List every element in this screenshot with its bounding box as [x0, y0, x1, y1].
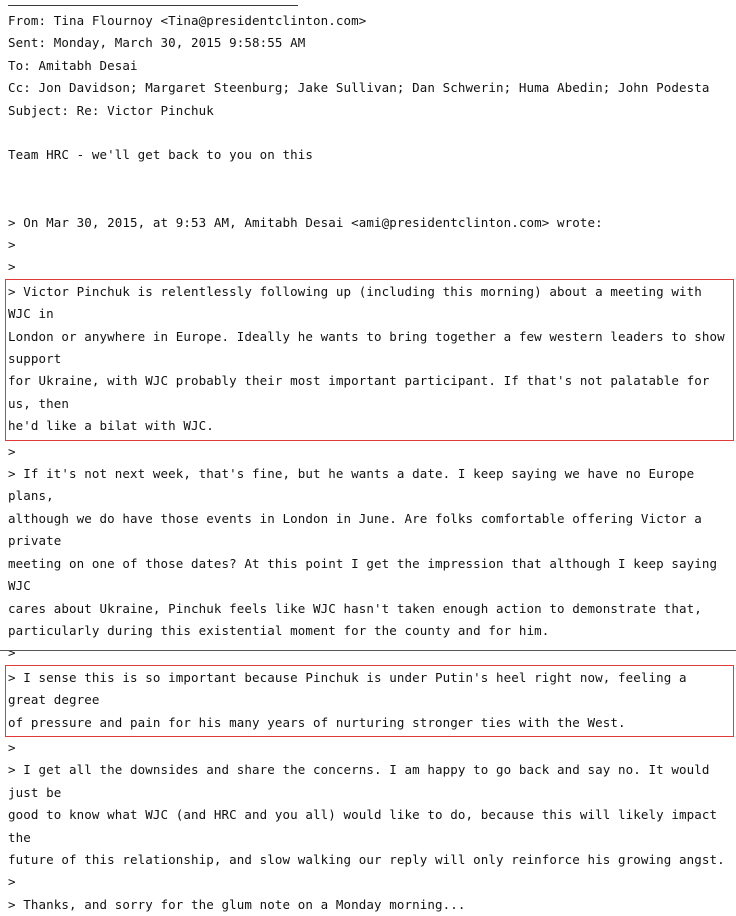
paragraph-5 [8, 894, 728, 916]
quoted-line: future of this relationship, and slow walking our reply will only reinforce his growing angst. [8, 851, 725, 867]
highlighted-paragraph-2 [5, 665, 734, 737]
quoted-line: good to know what WJC (and HRC and you all) would like to do, because this will likely impact the [8, 807, 725, 845]
quoted-line: of pressure and pain for his many years of nurturing stronger ties with the West. [8, 714, 626, 730]
header-from: From: Tina Flournoy <Tina@presidentclinton.com> [8, 13, 367, 28]
bottom-divider-rule [0, 650, 736, 651]
quoted-line: although we do have those events in London in June. Are folks comfortable offering Victor a private [8, 510, 710, 549]
quoted-line: for Ukraine, with WJC probably their most important participant. If that's not palatable for us, then [8, 373, 718, 411]
quoted-line: he'd like a bilat with WJC. [8, 418, 214, 434]
highlighted-paragraph-1 [5, 279, 734, 441]
quoted-line: > Thanks, and sorry for the glum note on a Monday morning... [8, 896, 466, 912]
reply-note: Team HRC - we'll get back to you on this [8, 147, 314, 163]
paragraph-2 [8, 463, 728, 642]
quote-marker-6: > [8, 874, 16, 890]
quoted-line: cares about Ukraine, Pinchuk feels like WJC hasn't taken enough action to demonstrate that, [8, 600, 702, 616]
quoted-line: > I sense this is so important because Pinchuk is under Putin's heel right now, feeling a great degree [8, 669, 695, 708]
spacer-2 [8, 189, 728, 211]
header-cc: Cc: Jon Davidson; Margaret Steenburg; Jake Sullivan; Dan Schwerin; Huma Abedin; John Podesta [8, 80, 710, 96]
spacer-after-headers [8, 122, 728, 144]
paragraph-4 [8, 759, 728, 871]
quoted-line: meeting on one of those dates? At this point I get the impression that although I keep saying WJC [8, 555, 725, 594]
quoted-line: > If it's not next week, that's fine, but he wants a date. I keep saying we have no Europe plans, [8, 466, 702, 504]
quoted-line: particularly during this existential moment for the county and for him. [8, 622, 550, 638]
quote-marker-2: > [8, 259, 16, 275]
email-body [8, 144, 733, 916]
quote-marker-3: > [8, 443, 16, 459]
header-to: To: Amitabh Desai [8, 57, 138, 73]
quote-attribution: > On Mar 30, 2015, at 9:53 AM, Amitabh Desai <ami@presidentclinton.com> wrote: [8, 214, 603, 230]
header-sent: Sent: Monday, March 30, 2015 9:58:55 AM [8, 35, 306, 51]
quote-marker-4: > [8, 645, 16, 661]
quoted-line: London or anywhere in Europe. Ideally he wants to bring together a few western leaders to show support [8, 328, 733, 367]
quoted-line: > Victor Pinchuk is relentlessly following up (including this morning) about a meeting with WJC in [8, 283, 710, 322]
top-divider-rule [8, 5, 298, 6]
email-headers [8, 10, 728, 122]
spacer-1 [8, 167, 728, 189]
quote-marker-5: > [8, 739, 16, 755]
header-subject: Subject: Re: Victor Pinchuk [8, 102, 214, 118]
quoted-line: > I get all the downsides and share the concerns. I am happy to go back and say no. It would just be [8, 762, 718, 800]
quote-marker-1: > [8, 237, 16, 253]
